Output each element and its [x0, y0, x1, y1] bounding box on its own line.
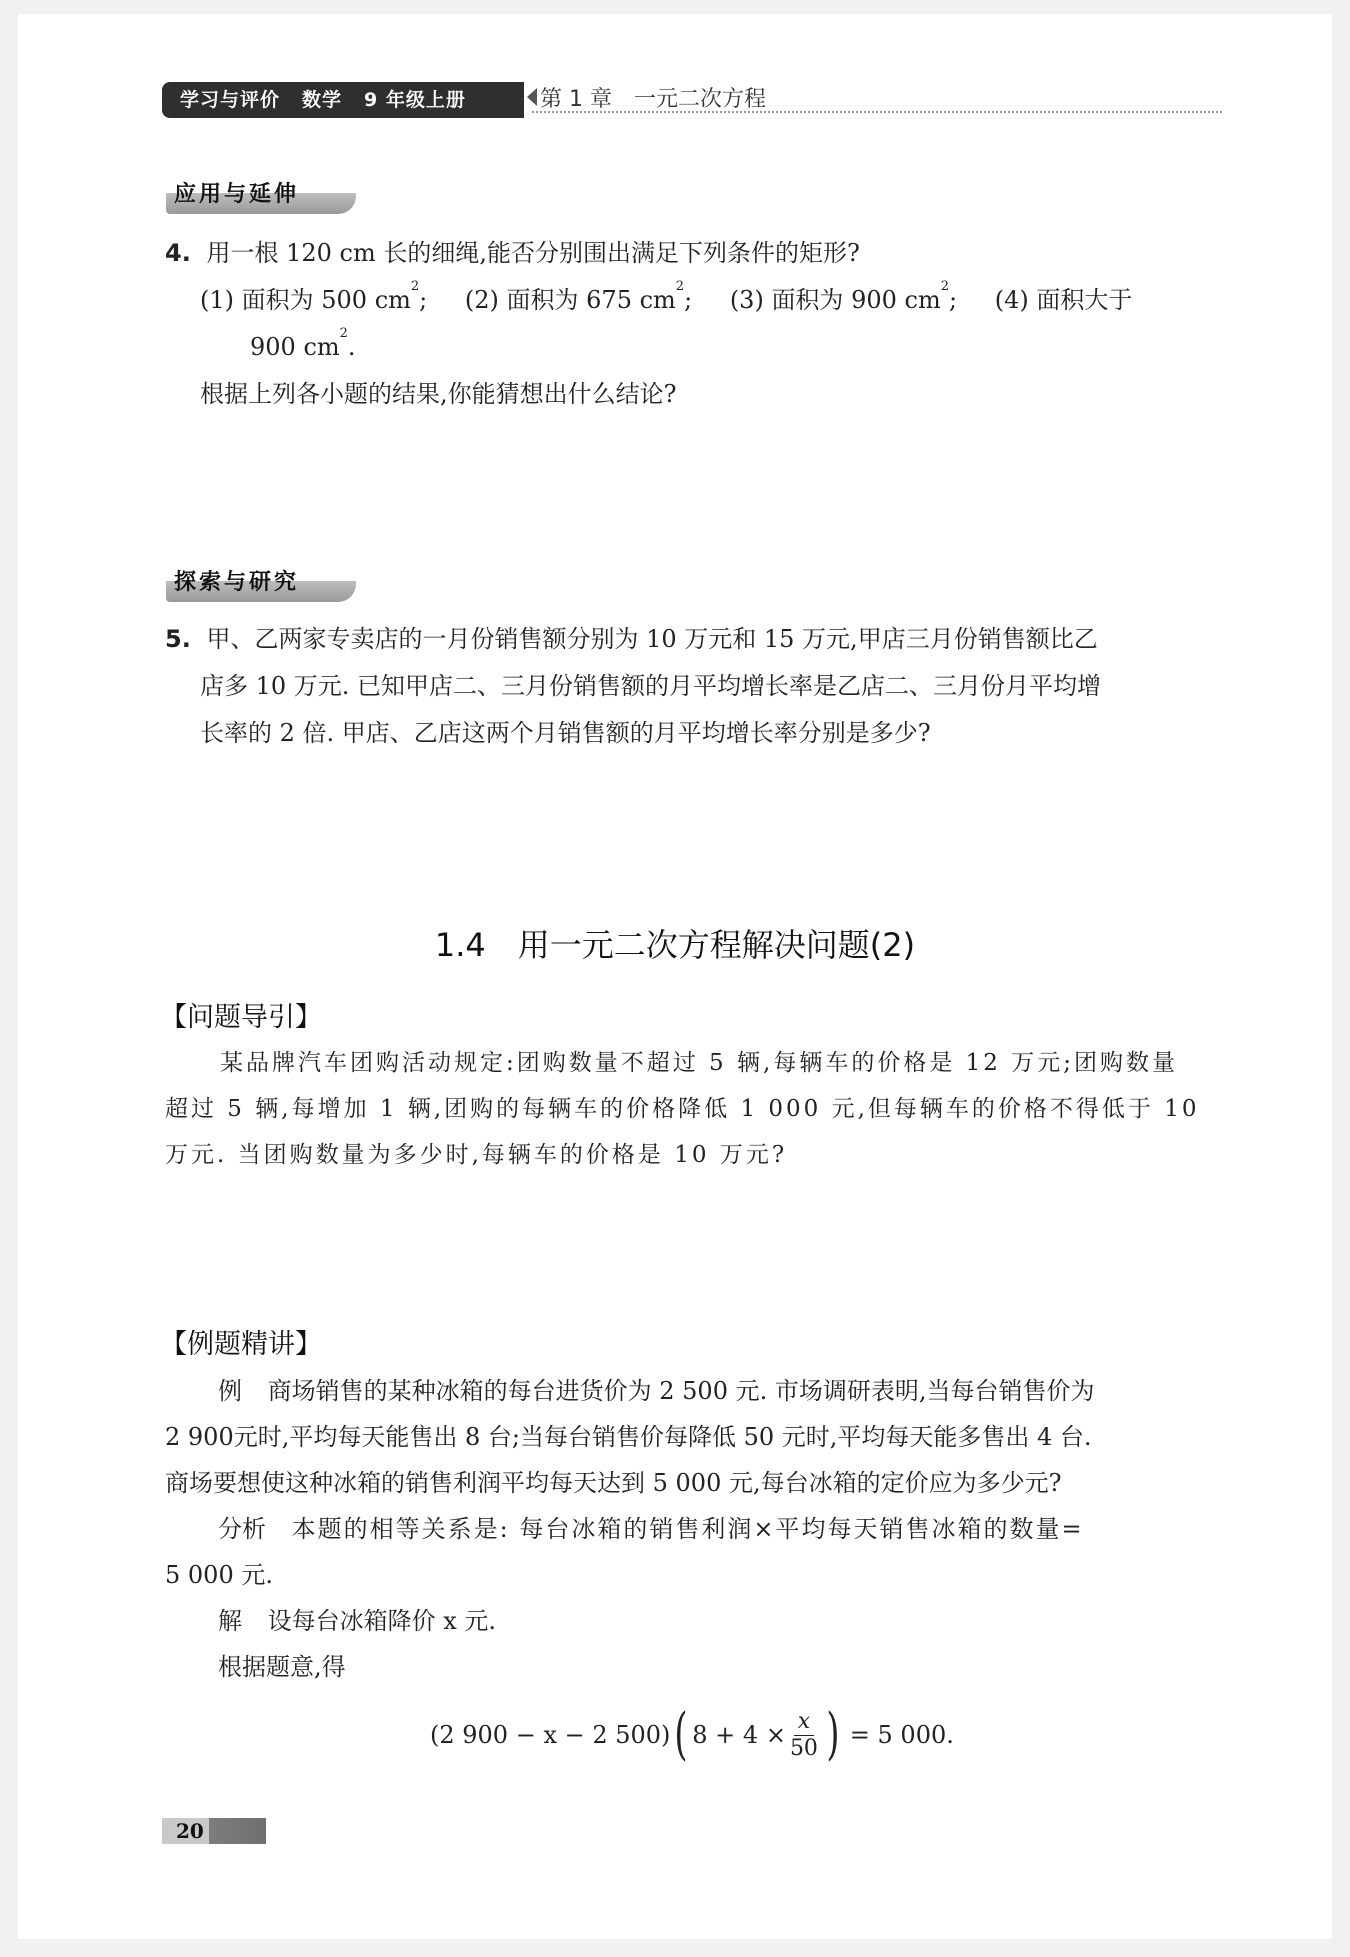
question-4-options	[200, 277, 1230, 323]
solution-line: 解 设每台冰箱降价 x 元.	[218, 1607, 497, 1635]
option-4-continued: 900 $cm^2$.	[250, 326, 356, 361]
close-paren: )	[826, 1702, 840, 1767]
grade: 9 年级上册	[364, 89, 466, 111]
question-4-stem: 4. 用一根 120 cm 长的细绳,能否分别围出满足下列条件的矩形?	[165, 239, 860, 267]
question-number: 4.	[165, 239, 191, 267]
header-book-label	[162, 82, 524, 118]
question-5-line-2: 店多 10 万元. 已知甲店二、三月份销售额的月平均增长率是乙店二、三月份月平均增	[200, 672, 1102, 700]
example-line-3: 商场要想使这种冰箱的销售利润平均每天达到 5 000 元,每台冰箱的定价应为多少元?	[165, 1469, 1062, 1497]
section-tag-explore: 探索与研究	[166, 564, 356, 602]
fraction	[790, 1709, 818, 1762]
example-label: 例	[218, 1377, 242, 1405]
section-tag-application: 应用与延伸	[166, 176, 356, 214]
option-3: (3) 面积为 900 $cm^2$;	[729, 279, 958, 314]
question-4-follow-up: 根据上列各小题的结果,你能猜想出什么结论?	[200, 380, 677, 408]
option-1: (1) 面积为 500 $cm^2$;	[200, 279, 428, 314]
according-line: 根据题意,得	[218, 1653, 346, 1681]
equation-part-2: 8 + 4 ×	[692, 1721, 786, 1749]
equation-part-3: = 5 000.	[849, 1721, 954, 1749]
question-5-line-3: 长率的 2 倍. 甲店、乙店这两个月销售额的月平均增长率分别是多少?	[200, 719, 931, 747]
guide-heading: 【问题导引】	[160, 1002, 322, 1033]
page-number: 20	[176, 1819, 204, 1843]
fraction-denominator: 50	[789, 1735, 818, 1761]
example-line-2: 2 900元时,平均每天能售出 8 台;当每台销售价每降低 50 元时,平均每天能多售出 4 台.	[165, 1423, 1092, 1451]
chapter-title: 第 1 章 一元二次方程	[540, 87, 766, 112]
guide-line-1: 某品牌汽车团购活动规定:团购数量不超过 5 辆,每辆车的价格是 12 万元;团购数量	[220, 1050, 1178, 1076]
question-5-line-1: 5. 甲、乙两家专卖店的一月份销售额分别为 10 万元和 15 万元,甲店三月份销售额比乙	[165, 625, 1098, 653]
equation-part-1: (2 900 − x − 2 500)	[430, 1721, 671, 1749]
example-heading: 【例题精讲】	[160, 1329, 322, 1360]
example-line-1: 例 商场销售的某种冰箱的每台进货价为 2 500 元. 市场调研表明,当每台销售价为	[218, 1377, 1095, 1405]
guide-line-2: 超过 5 辆,每增加 1 辆,团购的每辆车的价格降低 1 000 元,但每辆车的价格不得低于 10	[165, 1096, 1200, 1122]
guide-line-3: 万元. 当团购数量为多少时,每辆车的价格是 10 万元?	[165, 1142, 788, 1168]
solution-label: 解	[218, 1607, 242, 1635]
question-number: 5.	[165, 625, 191, 653]
subject: 数学	[302, 89, 343, 111]
analysis-label: 分析	[218, 1515, 266, 1543]
analysis-line-1: 分析 本题的相等关系是: 每台冰箱的销售利润×平均每天销售冰箱的数量=	[218, 1515, 1084, 1543]
analysis-line-2: 5 000 元.	[165, 1561, 273, 1589]
option-4: (4) 面积大于	[994, 286, 1133, 314]
header-divider	[532, 111, 1222, 113]
triangle-arrow-icon	[527, 88, 537, 106]
book-title: 学习与评价	[180, 89, 281, 111]
option-2: (2) 面积为 675 $cm^2$;	[464, 279, 693, 314]
open-paren: (	[674, 1702, 688, 1767]
fraction-numerator: x	[794, 1709, 814, 1736]
lesson-title: 1.4 用一元二次方程解决问题(2)	[434, 926, 916, 964]
equation	[430, 1700, 954, 1770]
